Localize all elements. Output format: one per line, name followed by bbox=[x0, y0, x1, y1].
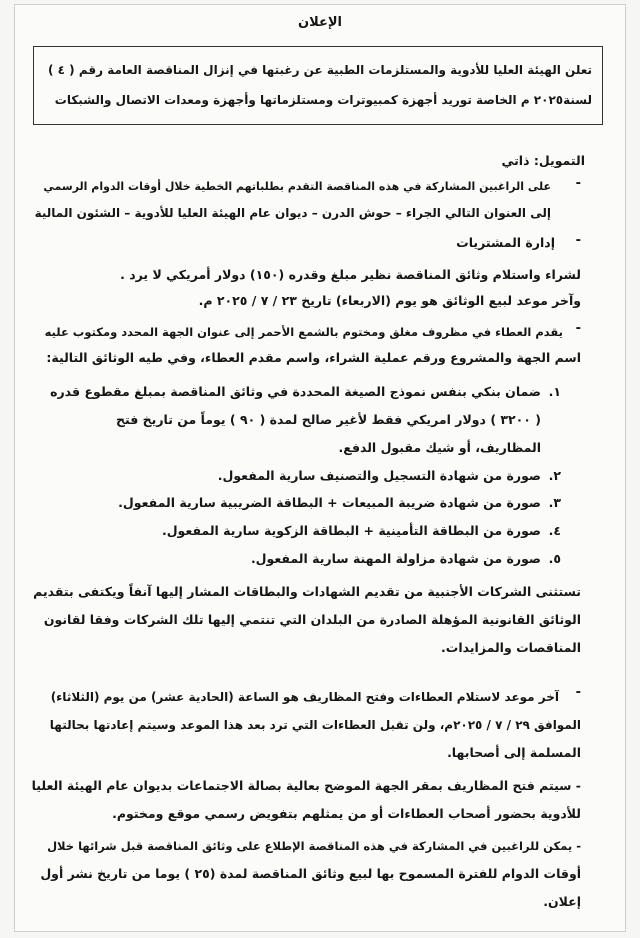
paragraph-line: يقدم العطاء في مظروف مغلق ومختوم بالشمع الأحمر إلى عنوان الجهة المحدد ومكتوب عليه bbox=[44, 325, 563, 339]
paragraph-line: تستثنى الشركات الأجنبية من تقديم الشهادات والبطاقات المشار إليها آنفاً ويكتفى بتقديم bbox=[33, 584, 581, 599]
header-line: تعلن الهيئة العليا للأدوية والمستلزمات الطبية عن رغبتها في إنزال المناقصة العامة رقم ( ٤ ) bbox=[48, 63, 592, 77]
paragraph-line: إلى العنوان التالي الجراء – حوش الدرن – ديوان عام الهيئة العليا للأدوية – الشئون المالية bbox=[34, 206, 551, 220]
list-item: ( ٣٢٠٠ ) دولار امريكي فقط لأغير صالح لمدة ( ٩٠ ) يوماً من تاريخ فتح bbox=[115, 412, 541, 427]
list-number: ٢. bbox=[548, 468, 561, 483]
list-item: صورة من البطاقة التأمينية + البطاقة الزكوية سارية المفعول. bbox=[161, 523, 541, 538]
announcement-header-box bbox=[33, 46, 603, 125]
list-number: ٥. bbox=[548, 551, 561, 566]
paragraph-line: - سيتم فتح المظاريف بمقر الجهة الموضح بعالية بصالة الاجتماعات بديوان عام الهيئة العليا bbox=[31, 778, 581, 793]
list-number: ٣. bbox=[548, 495, 561, 510]
header-line: لسنة٢٠٢٥ م الخاصة توريد أجهزة كمبيوترات ومستلزماتها وأجهزة ومعدات الاتصال والشبكات bbox=[54, 93, 592, 107]
list-item: صورة من شهادة مزاولة المهنة سارية المفعول. bbox=[250, 551, 541, 566]
list-number: ١. bbox=[548, 384, 561, 399]
bullet-marker: - bbox=[575, 685, 581, 700]
bullet-marker: - bbox=[575, 321, 581, 336]
paragraph-line: للأدوية بحضور أصحاب العطاءات أو من يمثلهم بتفويض رسمي موقع ومختوم. bbox=[112, 806, 581, 821]
paragraph-line: إدارة المشتريات bbox=[456, 235, 555, 250]
paragraph-line: المناقصات والمزايدات. bbox=[441, 640, 581, 655]
list-item: ضمان بنكي بنفس نموذج الصيغة المحددة في وثائق المناقصة بمبلغ مقطوع قدره bbox=[50, 384, 541, 399]
paragraph-line: اسم الجهة والمشروع ورقم عملية الشراء، واسم مقدم العطاء، وفي طيه الوثائق التالية: bbox=[46, 350, 581, 365]
paragraph-line: - يمكن للراغبين في المشاركة في هذه المناقصة الإطلاع على وثائق المناقصة قبل شرائها خلال bbox=[47, 839, 581, 853]
paragraph-line: المسلمة إلى أصحابها. bbox=[447, 745, 581, 760]
paragraph-line: لشراء واستلام وثائق المناقصة نظير مبلغ وقدره (١٥٠) دولار أمريكي لا يرد . bbox=[120, 267, 581, 282]
list-item: صورة من شهادة ضريبة المبيعات + البطاقة الضريبية سارية المفعول. bbox=[118, 495, 541, 510]
paragraph-line: على الراغبين المشاركة في هذه المناقصة التقدم بطلباتهم الخطية خلال أوقات الدوام الرسمي bbox=[43, 180, 551, 193]
list-number: ٤. bbox=[548, 523, 561, 538]
list-item: صورة من شهادة التسجيل والتصنيف سارية المفعول. bbox=[217, 468, 541, 483]
bullet-marker: - bbox=[575, 176, 581, 191]
funding-text: التمويل: ذاتي bbox=[501, 153, 585, 168]
paragraph-line: وآخر موعد لبيع الوثائق هو يوم (الاربعاء) تاريخ ٢٣ / ٧ / ٢٠٢٥ م. bbox=[198, 293, 581, 308]
paragraph-line: إعلان. bbox=[543, 894, 581, 909]
paragraph-line: آخر موعد لاستلام العطاءات وفتح المظاريف هو الساعة (الحادية عشر) من يوم (الثلاثاء) bbox=[50, 690, 559, 704]
page-title: الإعلان bbox=[298, 15, 342, 30]
paragraph-line: الوثائق القانونية المؤهلة الصادرة من البلدان التي تنتمي إليها تلك الشركات وفقا لقانون bbox=[43, 612, 581, 627]
announcement-page bbox=[14, 4, 626, 932]
paragraph-line: أوقات الدوام للفترة المسموح بها لبيع وثائق المناقصة لمدة (٢٥ ) يوما من تاريخ نشر أول bbox=[40, 866, 581, 881]
paragraph-line: الموافق ٢٩ / ٧ / ٢٠٢٥م، ولن تقبل العطاءات التي ترد بعد هذا الموعد وسيتم إعادتها بحالتها bbox=[49, 718, 581, 732]
bullet-marker: - bbox=[575, 233, 581, 248]
list-item: المظاريف، أو شيك مقبول الدفع. bbox=[338, 440, 541, 455]
